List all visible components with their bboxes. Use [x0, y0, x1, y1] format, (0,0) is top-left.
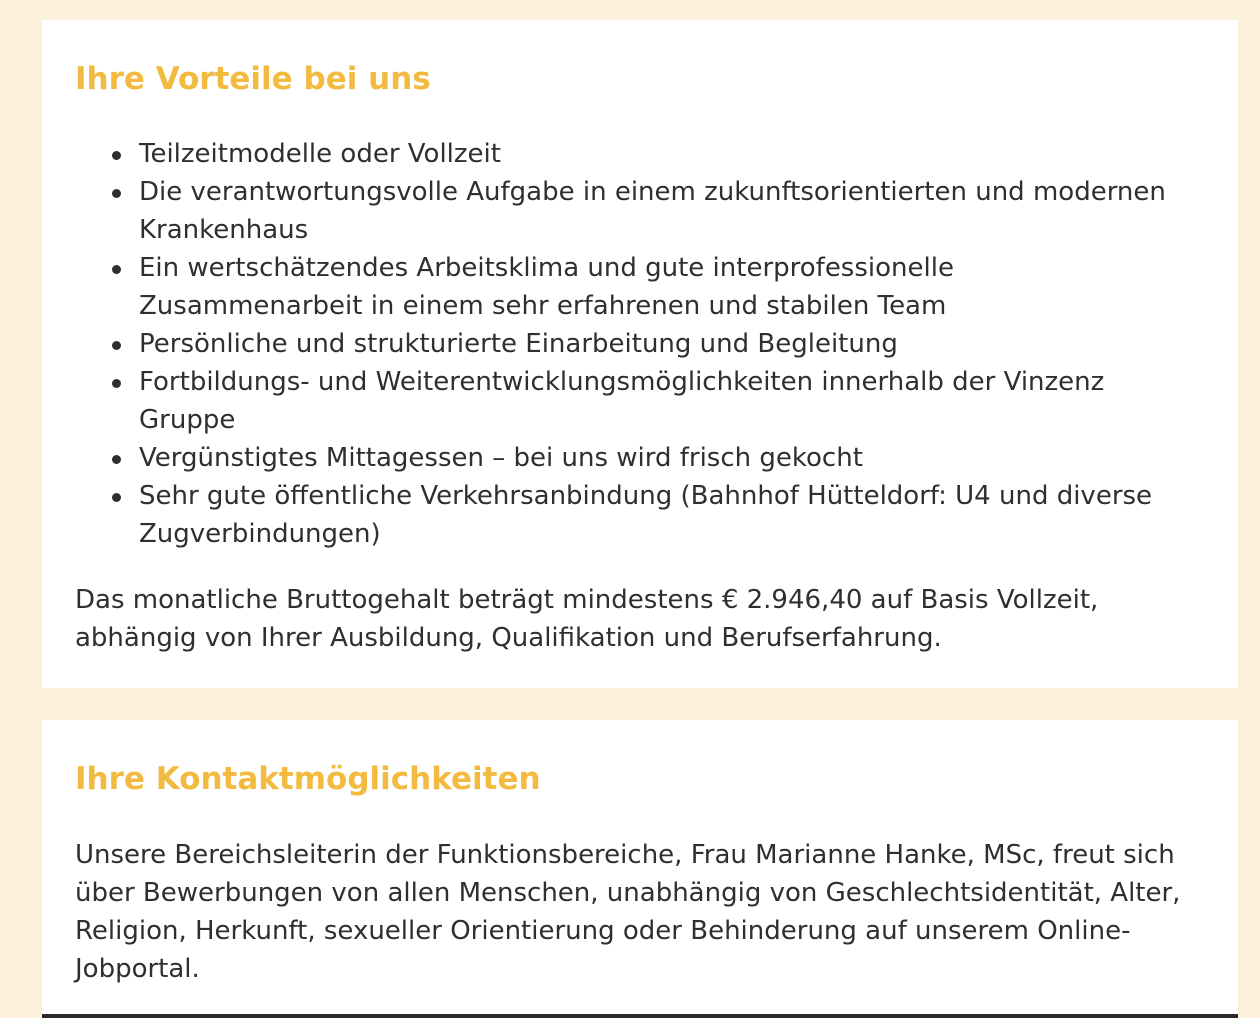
list-item: [139, 325, 1182, 363]
bullet-icon: [112, 151, 121, 160]
benefits-heading: Ihre Vorteile bei uns: [75, 61, 431, 97]
benefit-text: Die verantwortungsvolle Aufgabe in einem zukunftsorientierten und modernen Krankenhaus: [139, 177, 1166, 245]
list-item: [139, 173, 1182, 249]
benefit-text: Teilzeitmodelle oder Vollzeit: [139, 139, 501, 169]
bullet-icon: [112, 341, 121, 350]
benefit-text: Persönliche und strukturierte Einarbeitung und Begleitung: [139, 329, 898, 359]
list-item: [139, 439, 1182, 477]
contact-card: [42, 720, 1238, 1018]
bullet-icon: [112, 493, 121, 502]
list-item: [139, 477, 1182, 553]
salary-paragraph: Das monatliche Bruttogehalt beträgt mindestens € 2.946,40 auf Basis Vollzeit, abhängig von Ihrer Ausbildung, Qualifikation und Berufserfahrung.: [75, 585, 1099, 653]
contact-paragraph: Unsere Bereichsleiterin der Funktionsbereiche, Frau Marianne Hanke, MSc, freut sich über Bewerbungen von allen Menschen, unabhängig von Geschlechtsidentität, Alter, Religion, Herkunft, sexueller Orientierung oder Behinderung auf unserem Online-Jobportal.: [75, 840, 1181, 984]
bullet-icon: [112, 455, 121, 464]
list-item: [139, 363, 1182, 439]
benefit-text: Sehr gute öffentliche Verkehrsanbindung (Bahnhof Hütteldorf: U4 und diverse Zugverbindungen): [139, 481, 1153, 549]
bullet-icon: [112, 265, 121, 274]
bullet-icon: [112, 189, 121, 198]
benefit-text: Fortbildungs- und Weiterentwicklungsmöglichkeiten innerhalb der Vinzenz Gruppe: [139, 367, 1105, 435]
list-item: [139, 135, 1182, 173]
benefits-list: [75, 135, 1182, 553]
benefit-text: Vergünstigtes Mittagessen – bei uns wird frisch gekocht: [139, 443, 863, 473]
bullet-icon: [112, 379, 121, 388]
benefits-card: [42, 20, 1238, 688]
bottom-divider: [42, 1014, 1238, 1018]
benefit-text: Ein wertschätzendes Arbeitsklima und gute interprofessionelle Zusammenarbeit in einem sehr erfahrenen und stabilen Team: [139, 253, 954, 321]
contact-heading: Ihre Kontaktmöglichkeiten: [75, 761, 541, 797]
list-item: [139, 249, 1182, 325]
